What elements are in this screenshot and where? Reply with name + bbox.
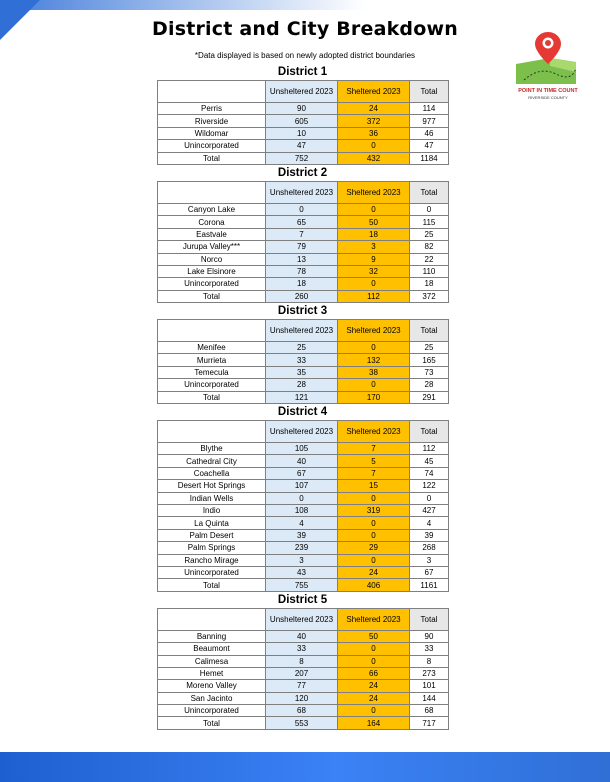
city-cell: San Jacinto: [158, 692, 266, 704]
total-cell: 122: [410, 480, 449, 492]
district-table: [157, 80, 449, 165]
unsheltered-cell: 105: [266, 443, 338, 455]
sheltered-cell: 7: [338, 443, 410, 455]
sheltered-cell: 0: [338, 655, 410, 667]
sheltered-cell: 32: [338, 265, 410, 277]
total-row: [158, 579, 449, 591]
sheltered-cell: 50: [338, 630, 410, 642]
city-cell: Jurupa Valley***: [158, 241, 266, 253]
city-cell: Moreno Valley: [158, 680, 266, 692]
sheltered-cell: 164: [338, 717, 410, 729]
district-title: District 4: [277, 406, 328, 419]
city-cell: Temecula: [158, 366, 266, 378]
unsheltered-cell: 39: [266, 529, 338, 541]
header-row: [158, 421, 449, 443]
total-cell: 46: [410, 127, 449, 139]
table-row: [158, 529, 449, 541]
total-cell: 22: [410, 253, 449, 265]
total-cell: 372: [410, 290, 449, 302]
unsheltered-cell: 605: [266, 115, 338, 127]
total-cell: 110: [410, 265, 449, 277]
city-cell: Palm Desert: [158, 529, 266, 541]
sheltered-cell: 24: [338, 103, 410, 115]
total-cell: 1184: [410, 152, 449, 164]
sheltered-cell: 5: [338, 455, 410, 467]
city-cell: La Quinta: [158, 517, 266, 529]
total-cell: 67: [410, 566, 449, 578]
total-cell: 28: [410, 379, 449, 391]
table-row: [158, 692, 449, 704]
district-table: [157, 319, 449, 404]
sheltered-cell: 0: [338, 492, 410, 504]
district-section: [157, 592, 448, 730]
total-cell: 18: [410, 278, 449, 290]
city-cell: Riverside: [158, 115, 266, 127]
sheltered-cell: 112: [338, 290, 410, 302]
sheltered-cell: 0: [338, 517, 410, 529]
unsheltered-header: Unsheltered 2023: [266, 181, 338, 203]
sheltered-cell: 66: [338, 667, 410, 679]
unsheltered-cell: 239: [266, 542, 338, 554]
city-cell: Wildomar: [158, 127, 266, 139]
table-row: [158, 705, 449, 717]
table-row: [158, 115, 449, 127]
total-cell: 0: [410, 203, 449, 215]
total-cell: 101: [410, 680, 449, 692]
district-section: [157, 404, 448, 592]
sheltered-cell: 24: [338, 680, 410, 692]
unsheltered-cell: 4: [266, 517, 338, 529]
sheltered-cell: 170: [338, 391, 410, 403]
unsheltered-cell: 78: [266, 265, 338, 277]
total-cell: 1161: [410, 579, 449, 591]
table-row: [158, 278, 449, 290]
unsheltered-cell: 3: [266, 554, 338, 566]
sheltered-cell: 7: [338, 467, 410, 479]
district-title: District 1: [277, 66, 328, 78]
city-cell: Unincorporated: [158, 705, 266, 717]
sheltered-cell: 0: [338, 203, 410, 215]
total-cell: 3: [410, 554, 449, 566]
sheltered-cell: 0: [338, 278, 410, 290]
city-cell: Calimesa: [158, 655, 266, 667]
page-title: District and City Breakdown: [152, 18, 458, 40]
table-row: [158, 504, 449, 516]
unsheltered-header: Unsheltered 2023: [266, 320, 338, 342]
table-row: [158, 480, 449, 492]
unsheltered-cell: 33: [266, 643, 338, 655]
total-cell: 268: [410, 542, 449, 554]
unsheltered-cell: 207: [266, 667, 338, 679]
table-row: [158, 630, 449, 642]
sheltered-header: Sheltered 2023: [338, 81, 410, 103]
sheltered-cell: 132: [338, 354, 410, 366]
district-tables: [157, 64, 448, 730]
logo-text: POINT IN TIME COUNT: [518, 88, 578, 94]
unsheltered-cell: 43: [266, 566, 338, 578]
table-row: [158, 253, 449, 265]
table-row: [158, 103, 449, 115]
table-row: [158, 379, 449, 391]
city-cell: Unincorporated: [158, 379, 266, 391]
table-row: [158, 566, 449, 578]
total-cell: 90: [410, 630, 449, 642]
total-header: Total: [410, 320, 449, 342]
sheltered-cell: 38: [338, 366, 410, 378]
total-cell: 47: [410, 140, 449, 152]
total-cell: 25: [410, 342, 449, 354]
unsheltered-cell: 67: [266, 467, 338, 479]
unsheltered-cell: 120: [266, 692, 338, 704]
total-cell: 25: [410, 228, 449, 240]
sheltered-cell: 9: [338, 253, 410, 265]
unsheltered-cell: 40: [266, 630, 338, 642]
unsheltered-cell: 35: [266, 366, 338, 378]
district-title: District 2: [277, 166, 328, 179]
unsheltered-cell: 77: [266, 680, 338, 692]
table-row: [158, 342, 449, 354]
city-cell: Indian Wells: [158, 492, 266, 504]
table-row: [158, 354, 449, 366]
city-cell: Murrieta: [158, 354, 266, 366]
sheltered-cell: 0: [338, 705, 410, 717]
header-row: [158, 320, 449, 342]
total-cell: 8: [410, 655, 449, 667]
sheltered-header: Sheltered 2023: [338, 608, 410, 630]
header-row: [158, 608, 449, 630]
city-cell: Total: [158, 391, 266, 403]
table-row: [158, 203, 449, 215]
city-header: [158, 81, 266, 103]
total-header: Total: [410, 181, 449, 203]
table-row: [158, 655, 449, 667]
unsheltered-cell: 755: [266, 579, 338, 591]
district-title: District 3: [277, 305, 328, 318]
table-row: [158, 542, 449, 554]
logo-subtext: RIVERSIDE COUNTY: [528, 95, 568, 100]
total-cell: 427: [410, 504, 449, 516]
sheltered-cell: 0: [338, 379, 410, 391]
unsheltered-header: Unsheltered 2023: [266, 81, 338, 103]
district-section: [157, 303, 448, 404]
unsheltered-cell: 107: [266, 480, 338, 492]
unsheltered-cell: 121: [266, 391, 338, 403]
unsheltered-header: Unsheltered 2023: [266, 608, 338, 630]
district-section: [157, 165, 448, 303]
district-table: [157, 420, 449, 592]
total-cell: 115: [410, 216, 449, 228]
total-cell: 39: [410, 529, 449, 541]
district-section: [157, 64, 448, 165]
table-row: [158, 366, 449, 378]
total-cell: 273: [410, 667, 449, 679]
unsheltered-cell: 65: [266, 216, 338, 228]
sheltered-cell: 0: [338, 529, 410, 541]
total-header: Total: [410, 421, 449, 443]
sheltered-cell: 24: [338, 566, 410, 578]
district-table: [157, 181, 449, 303]
bottom-accent-band: [0, 752, 610, 782]
total-cell: 977: [410, 115, 449, 127]
city-header: [158, 181, 266, 203]
table-row: [158, 554, 449, 566]
city-cell: Norco: [158, 253, 266, 265]
pit-count-logo: [510, 30, 586, 106]
unsheltered-cell: 7: [266, 228, 338, 240]
city-cell: Canyon Lake: [158, 203, 266, 215]
city-cell: Total: [158, 717, 266, 729]
city-header: [158, 320, 266, 342]
city-cell: Hemet: [158, 667, 266, 679]
city-cell: Eastvale: [158, 228, 266, 240]
table-row: [158, 127, 449, 139]
table-row: [158, 140, 449, 152]
total-row: [158, 290, 449, 302]
sheltered-cell: 18: [338, 228, 410, 240]
total-header: Total: [410, 608, 449, 630]
total-cell: 68: [410, 705, 449, 717]
sheltered-cell: 372: [338, 115, 410, 127]
city-cell: Corona: [158, 216, 266, 228]
sheltered-cell: 0: [338, 140, 410, 152]
table-row: [158, 216, 449, 228]
table-row: [158, 228, 449, 240]
unsheltered-cell: 0: [266, 492, 338, 504]
city-cell: Menifee: [158, 342, 266, 354]
city-header: [158, 608, 266, 630]
city-cell: Cathedral City: [158, 455, 266, 467]
city-cell: Coachella: [158, 467, 266, 479]
sheltered-cell: 319: [338, 504, 410, 516]
city-cell: Unincorporated: [158, 140, 266, 152]
sheltered-header: Sheltered 2023: [338, 421, 410, 443]
total-row: [158, 152, 449, 164]
total-cell: 33: [410, 643, 449, 655]
unsheltered-cell: 28: [266, 379, 338, 391]
city-cell: Banning: [158, 630, 266, 642]
sheltered-cell: 406: [338, 579, 410, 591]
unsheltered-cell: 25: [266, 342, 338, 354]
city-cell: Indio: [158, 504, 266, 516]
sheltered-cell: 432: [338, 152, 410, 164]
total-cell: 291: [410, 391, 449, 403]
table-row: [158, 443, 449, 455]
sheltered-cell: 3: [338, 241, 410, 253]
sheltered-header: Sheltered 2023: [338, 320, 410, 342]
sheltered-cell: 0: [338, 554, 410, 566]
total-cell: 0: [410, 492, 449, 504]
unsheltered-cell: 13: [266, 253, 338, 265]
header-row: [158, 81, 449, 103]
boundary-note: *Data displayed is based on newly adopted district boundaries: [194, 51, 416, 60]
city-cell: Palm Springs: [158, 542, 266, 554]
table-row: [158, 492, 449, 504]
city-cell: Beaumont: [158, 643, 266, 655]
city-cell: Lake Elsinore: [158, 265, 266, 277]
city-cell: Rancho Mirage: [158, 554, 266, 566]
unsheltered-cell: 68: [266, 705, 338, 717]
sheltered-header: Sheltered 2023: [338, 181, 410, 203]
sheltered-cell: 24: [338, 692, 410, 704]
table-row: [158, 680, 449, 692]
table-row: [158, 667, 449, 679]
unsheltered-cell: 40: [266, 455, 338, 467]
total-cell: 114: [410, 103, 449, 115]
sheltered-cell: 0: [338, 643, 410, 655]
top-accent-band: [0, 0, 610, 10]
sheltered-cell: 0: [338, 342, 410, 354]
header-row: [158, 181, 449, 203]
unsheltered-cell: 33: [266, 354, 338, 366]
city-header: [158, 421, 266, 443]
city-cell: Perris: [158, 103, 266, 115]
table-row: [158, 517, 449, 529]
city-cell: Desert Hot Springs: [158, 480, 266, 492]
total-cell: 165: [410, 354, 449, 366]
city-cell: Total: [158, 290, 266, 302]
city-cell: Unincorporated: [158, 278, 266, 290]
total-cell: 112: [410, 443, 449, 455]
total-cell: 82: [410, 241, 449, 253]
unsheltered-cell: 90: [266, 103, 338, 115]
unsheltered-cell: 10: [266, 127, 338, 139]
total-row: [158, 717, 449, 729]
district-title: District 5: [277, 593, 328, 606]
city-cell: Total: [158, 152, 266, 164]
total-cell: 717: [410, 717, 449, 729]
table-row: [158, 265, 449, 277]
sheltered-cell: 50: [338, 216, 410, 228]
total-header: Total: [410, 81, 449, 103]
unsheltered-header: Unsheltered 2023: [266, 421, 338, 443]
sheltered-cell: 29: [338, 542, 410, 554]
unsheltered-cell: 18: [266, 278, 338, 290]
unsheltered-cell: 752: [266, 152, 338, 164]
unsheltered-cell: 79: [266, 241, 338, 253]
city-cell: Total: [158, 579, 266, 591]
unsheltered-cell: 260: [266, 290, 338, 302]
total-cell: 73: [410, 366, 449, 378]
table-row: [158, 467, 449, 479]
total-cell: 4: [410, 517, 449, 529]
unsheltered-cell: 108: [266, 504, 338, 516]
unsheltered-cell: 8: [266, 655, 338, 667]
district-table: [157, 608, 449, 730]
total-row: [158, 391, 449, 403]
unsheltered-cell: 553: [266, 717, 338, 729]
sheltered-cell: 15: [338, 480, 410, 492]
total-cell: 45: [410, 455, 449, 467]
table-row: [158, 643, 449, 655]
sheltered-cell: 36: [338, 127, 410, 139]
unsheltered-cell: 0: [266, 203, 338, 215]
table-row: [158, 241, 449, 253]
city-cell: Unincorporated: [158, 566, 266, 578]
city-cell: Blythe: [158, 443, 266, 455]
unsheltered-cell: 47: [266, 140, 338, 152]
total-cell: 74: [410, 467, 449, 479]
table-row: [158, 455, 449, 467]
total-cell: 144: [410, 692, 449, 704]
